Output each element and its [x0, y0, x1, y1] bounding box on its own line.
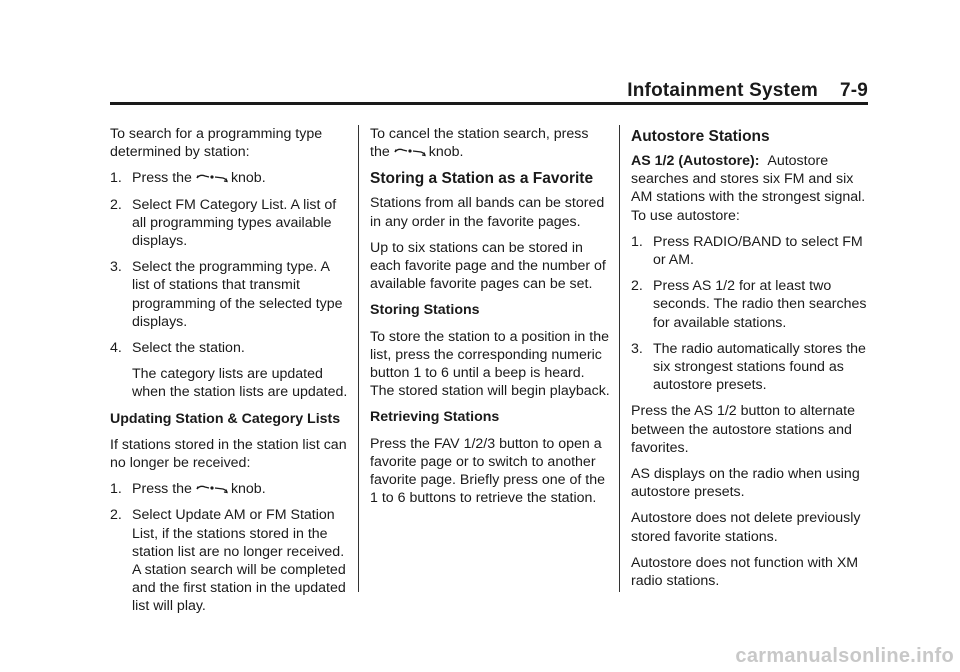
step-number: 1. — [110, 481, 122, 498]
column-1 — [110, 125, 350, 624]
step-number: 3. — [631, 340, 643, 357]
step-text: Select Update AM or FM Station List, if the stations stored in the station list are no longer received. A station search will be completed and the first station in the updated list will play. — [132, 507, 346, 615]
step-number: 4. — [110, 340, 122, 357]
step-number: 2. — [110, 507, 122, 524]
step-text: Press AS 1/2 for at least two seconds. The radio then searches for available stations. — [653, 278, 867, 331]
tune-knob-icon — [195, 482, 229, 494]
header-section-title: Infotainment System — [627, 80, 818, 101]
autostore-lead-label: AS 1/2 (Autostore): — [631, 153, 760, 169]
list-item — [110, 480, 350, 498]
autostore-paragraph-2: AS displays on the radio when using autostore presets. — [631, 466, 860, 501]
list-item — [110, 196, 350, 251]
list-item — [631, 233, 871, 269]
cancel-text-post: knob. — [428, 144, 464, 161]
autostore-paragraph-1: Press the AS 1/2 button to alternate between the autostore stations and favorites. — [631, 403, 855, 456]
storing-paragraph: To store the station to a position in the list, press the corresponding numeric button 1 to 6 until a beep is heard. The stored station will begin playback. — [370, 328, 610, 400]
header-page-number: 7-9 — [839, 80, 868, 101]
retrieving-paragraph: Press the FAV 1/2/3 button to open a favorite page or to switch to another favorite page. Briefly press one of the 1 to 6 buttons to retrieve the station. — [370, 435, 606, 507]
tune-knob-icon — [195, 171, 229, 183]
step-text: Select the programming type. A list of stations that transmit programming of the selected type displays. — [132, 259, 343, 330]
subheading-updating: Updating Station & Category Lists — [110, 410, 341, 427]
column-2 — [370, 125, 610, 515]
list-item — [110, 339, 350, 357]
column-divider-2 — [619, 125, 620, 592]
header-text — [627, 80, 868, 102]
list-item — [110, 169, 350, 187]
updating-paragraph: If stations stored in the station list can no longer be received: — [110, 436, 347, 472]
column-divider-1 — [358, 125, 359, 592]
step-note: The category lists are updated when the station lists are updated. — [132, 366, 348, 401]
cancel-paragraph — [370, 125, 610, 161]
list-item — [631, 340, 871, 395]
step-text: Select FM Category List. A list of all programming types available displays. — [132, 196, 337, 250]
step-text-pre: Press the — [132, 481, 192, 498]
subheading-retrieving-stations: Retrieving Stations — [370, 409, 500, 426]
list-item — [110, 258, 350, 331]
header-rule — [110, 102, 868, 105]
favorite-paragraph-1: Stations from all bands can be stored in any order in the favorite pages. — [370, 195, 605, 230]
list-item — [110, 506, 350, 615]
autostore-lead — [631, 152, 871, 225]
column-3 — [631, 125, 871, 598]
step-number: 2. — [110, 196, 122, 213]
cancel-text-pre: To cancel the station search, press the — [370, 126, 589, 161]
step-text-pre: Press the — [132, 170, 192, 187]
step-text: Press RADIO/BAND to select FM or AM. — [653, 233, 863, 269]
heading-storing-favorite: Storing a Station as a Favorite — [370, 170, 594, 188]
step-text: The radio automatically stores the six strongest stations found as autostore presets. — [653, 340, 866, 394]
step-text-post: knob. — [230, 481, 266, 498]
step-text: Select the station. — [132, 340, 245, 357]
autostore-paragraph-4: Autostore does not function with XM radio stations. — [631, 554, 859, 590]
autostore-lead-text: Autostore searches and stores six FM and six AM stations with the strongest signal. To use autostore: — [631, 153, 866, 224]
heading-autostore: Autostore Stations — [631, 128, 770, 145]
watermark: carmanualsonline.info — [735, 645, 954, 667]
list-item — [631, 277, 871, 332]
autostore-paragraph-3: Autostore does not delete previously stored favorite stations. — [631, 510, 861, 545]
subheading-storing-stations: Storing Stations — [370, 302, 480, 319]
step-number: 1. — [110, 170, 122, 187]
step-number: 2. — [631, 278, 643, 295]
intro-paragraph: To search for a programming type determined by station: — [110, 126, 323, 161]
step-number: 1. — [631, 233, 643, 250]
favorite-paragraph-2: Up to six stations can be stored in each favorite page and the number of available favorite pages can be set. — [370, 239, 606, 293]
tune-knob-icon — [393, 145, 427, 157]
step-text-post: knob. — [230, 170, 266, 187]
step-number: 3. — [110, 259, 122, 276]
